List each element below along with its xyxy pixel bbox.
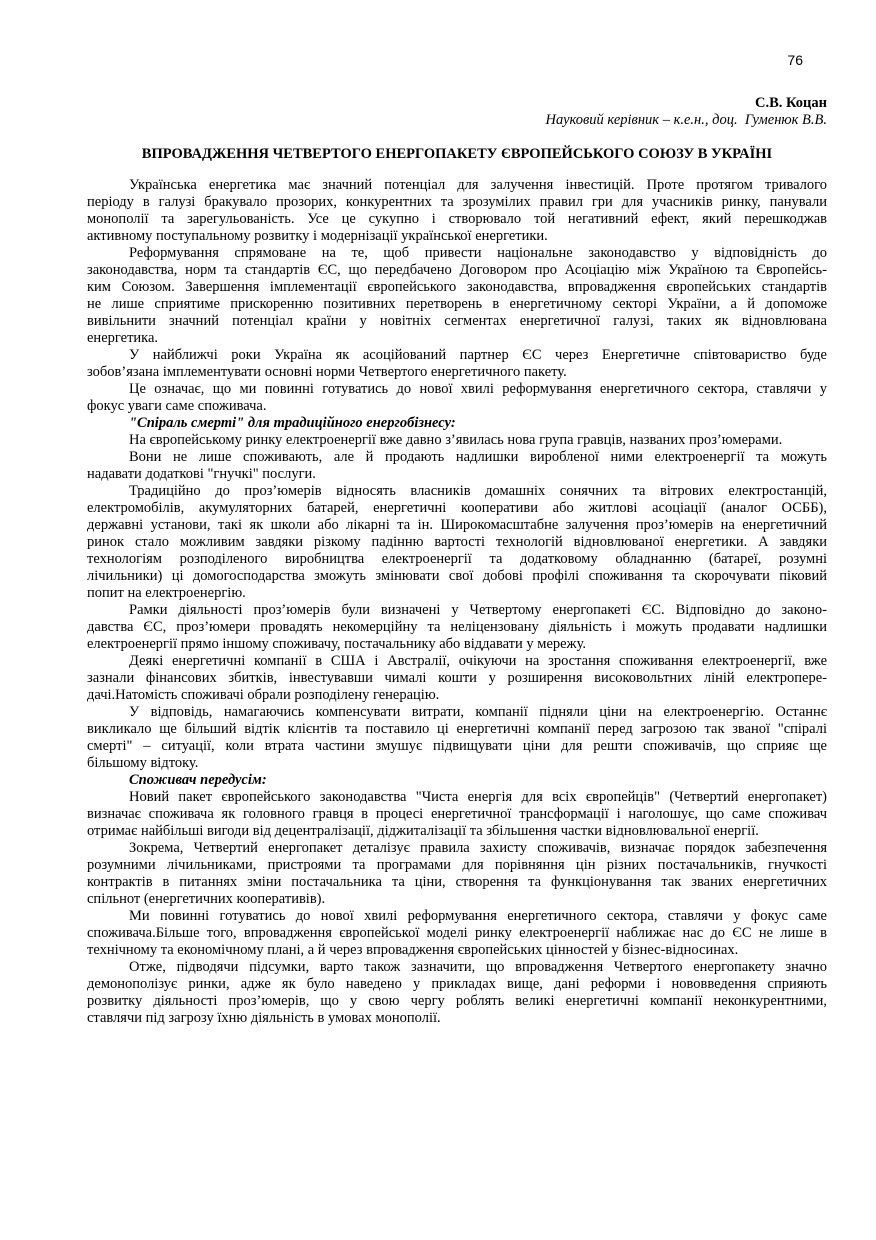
paragraph: [87, 908, 827, 959]
paragraph: [87, 177, 827, 245]
text-line: смерті" – ситуації, коли втрата частини змушує підвищувати ціни для решти споживачів, що сприяє ще: [87, 738, 827, 754]
text-line: У відповідь, намагаючись компенсувати витрати, компанії підняли ціни на електроенергію. Останнє: [129, 704, 827, 720]
section-heading: [87, 415, 827, 432]
text-line: державні установи, такі як школи або лікарні та ін. Широкомасштабне залучення проз’юмерів на енергетичний: [87, 517, 827, 533]
text-line: Рамки діяльності проз’юмерів були визначені у Четвертому енергопакеті ЄС. Відповідно до законо-: [129, 602, 827, 618]
text-line: споживача.Більше того, впровадження європейської моделі ринку електроенергії наближає нас до ЄС не лише в: [87, 925, 827, 941]
text-line: надавати додаткові "гнучкі" послуги.: [87, 466, 316, 482]
page-content: [87, 95, 827, 1027]
text-line: електромобілів, акумуляторних батарей, енергетичні кооперативи або житлові асоціації (аналог ОСББ),: [87, 500, 827, 516]
paragraph: [87, 245, 827, 347]
text-line: не лише сприятиме прискоренню позитивних перетворень в енергетичному секторі України, а й допоможе: [87, 296, 827, 312]
text-line: більшому відтоку.: [87, 755, 199, 771]
text-line: зазнали фінансових збитків, інвестувавши чималі кошти у розширення високовольтних ліній електропере-: [87, 670, 827, 686]
text-line: активному поступальному розвитку і модернізації української енергетики.: [87, 228, 548, 244]
text-line: На європейському ринку електроенергії вже давно з’явилась нова група гравців, названих проз’юмерами.: [129, 432, 783, 448]
text-line: Зокрема, Четвертий енергопакет деталізує правила захисту споживачів, визначає порядок забезпечення: [129, 840, 827, 856]
paragraph: [87, 959, 827, 1027]
paragraph: [87, 789, 827, 840]
text-line: отримає найбільші вигоди від децентралізації, діджиталізації та збільшення частки відновлювальної енергії.: [87, 823, 759, 839]
paper-title: ВПРОВАДЖЕННЯ ЧЕТВЕРТОГО ЕНЕРГОПАКЕТУ ЄВРОПЕЙСЬКОГО СОЮЗУ В УКРАЇНІ: [141, 146, 773, 162]
document-body: [87, 177, 827, 1027]
text-line: лічильники) ці домогосподарства зможуть змінювати свої добові профілі споживання та скорочувати піковий: [87, 568, 827, 584]
paragraph: [87, 483, 827, 602]
text-line: фокус уваги саме споживача.: [87, 398, 267, 414]
page-number: 76: [787, 52, 803, 68]
text-line: законодавства, норм та стандартів ЄС, що передбачено Договором про Асоціацію між Україною та Європейсь-: [87, 262, 827, 278]
text-line: У найближчі роки Україна як асоційований партнер ЄС через Енергетичне співтовариство буде: [129, 347, 827, 363]
paragraph: [87, 653, 827, 704]
text-line: технічному та економічному плані, а й через впровадження європейських цінностей у бізнес-відносинах.: [87, 942, 739, 958]
text-line: технологіям розподіленого виробництва електроенергії та додатковому обладнанню (батареї, розумні: [87, 551, 827, 567]
text-line: ринок стало можливим завдяки різкому падінню вартості технологій відновлюваної енергетики. А завдяки: [87, 534, 827, 550]
text-line: визначає споживача як головного гравця в процесі енергетичної трансформації і наголошує, що саме споживач: [87, 806, 827, 822]
paragraph: [87, 449, 827, 483]
text-line: попит на електроенергію.: [87, 585, 246, 601]
supervisor-line: Науковий керівник – к.е.н., доц. Гуменюк В.В.: [545, 112, 827, 128]
paragraph: [87, 602, 827, 653]
text-line: спільнот (енергетичних кооперативів).: [87, 891, 326, 907]
author-name: С.В. Коцан: [754, 95, 827, 111]
text-line: Реформування спрямоване на те, щоб привести національне законодавство у відповідність до: [129, 245, 827, 261]
text-line: контрактів в питаннях зміни постачальника та ціни, створення та функціонування так званих енергетичних: [87, 874, 827, 890]
text-line: демонополізує ринки, адже як було наведено у прикладах вище, дані реформи і нововведення сприяють: [87, 976, 827, 992]
text-line: Деякі енергетичні компанії в США і Австралії, очікуючи на зростання споживання електроенергії, вже: [129, 653, 827, 669]
text-line: розумними лічильниками, пристроями та програмами для порівняння цін різних постачальників, гнучкості: [87, 857, 827, 873]
paragraph: [87, 381, 827, 415]
text-line: електроенергії прямо іншому споживачу, постачальнику або віддавати у мережу.: [87, 636, 587, 652]
text-line: Споживач передусім:: [129, 772, 267, 788]
paragraph: [87, 704, 827, 772]
paragraph: [87, 347, 827, 381]
text-line: ким Союзом. Завершення імплементації європейського законодавства, впровадження європейських стандартів: [87, 279, 827, 295]
text-line: Це означає, що ми повинні готуватись до нової хвилі реформування енергетичного сектора, ставлячи у: [129, 381, 827, 397]
text-line: дачі.Натомість споживачі обрали розподілену генерацію.: [87, 687, 440, 703]
text-line: Українська енергетика має значний потенціал для залучення інвестицій. Проте протягом тривалого: [129, 177, 827, 193]
text-line: зобов’язана імплементувати основні норми Четвертого енергетичного пакету.: [87, 364, 567, 380]
section-heading: [87, 772, 827, 789]
text-line: Отже, підводячи підсумки, варто також зазначити, що впровадження Четвертого енергопакету значно: [129, 959, 827, 975]
text-line: Новий пакет європейського законодавства "Чиста енергія для всіх європейців" (Четвертий енергопакет): [129, 789, 827, 805]
text-line: викликало ще більший відтік клієнтів та поставило ці енергетичні компанії перед загрозою так званої "спіралі: [87, 721, 827, 737]
text-line: ставлячи під загрозу їхню діяльність в умовах монополії.: [87, 1010, 441, 1026]
text-line: енергетика.: [87, 330, 159, 346]
text-line: давства ЄС, проз’юмери провадять некомерційну та неліцензовану діяльність і можуть продавати надлишки: [87, 619, 827, 635]
text-line: періоду в галузі бракувало прозорих, конкурентних та зрозумілих правил гри для учасників ринку, панували: [87, 194, 827, 210]
text-line: Ми повинні готуватись до нової хвилі реформування енергетичного сектора, ставлячи у фокус саме: [129, 908, 827, 924]
text-line: монополії та зарегульованість. Усе це сукупно і створювало той негативний ефект, який перешкоджав: [87, 211, 827, 227]
paragraph: [87, 840, 827, 908]
text-line: вивільнити значний потенціал країни у новітніх сегментах енергетичної галузі, таких як відновлювана: [87, 313, 827, 329]
text-line: Вони не лише споживають, але й продають надлишки виробленої ними електроенергії та можуть: [129, 449, 827, 465]
text-line: "Спіраль смерті" для традиційного енергобізнесу:: [129, 415, 456, 431]
paragraph: [87, 432, 827, 449]
text-line: розвитку діяльності проз’юмерів, що у свою чергу роблять великі енергетичні компанії неконкурентними,: [87, 993, 827, 1009]
text-line: Традиційно до проз’юмерів відносять власників домашніх сонячних та вітрових електростанцій,: [129, 483, 827, 499]
